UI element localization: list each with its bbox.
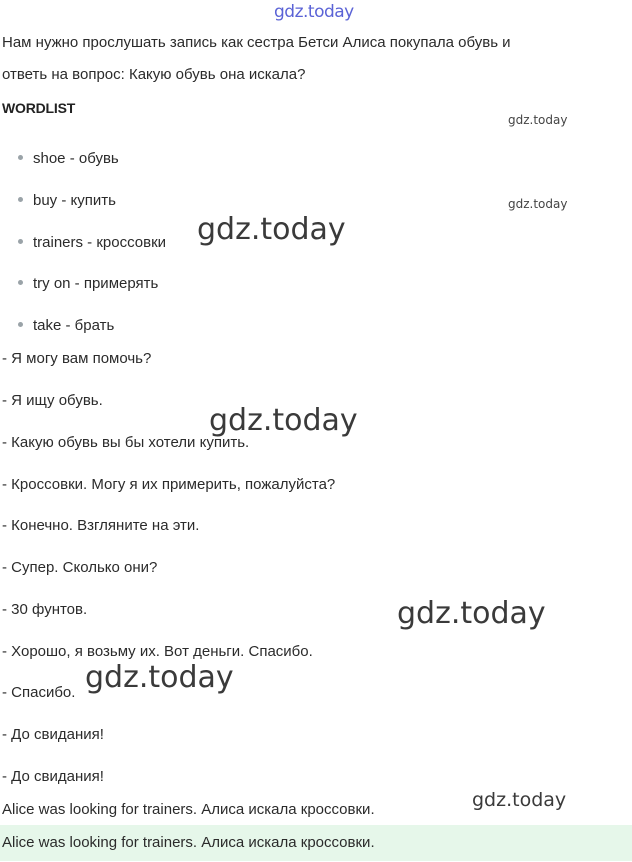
- watermark: gdz.today: [197, 212, 346, 247]
- watermark: gdz.today: [85, 660, 234, 695]
- watermark: gdz.today: [508, 113, 568, 127]
- dialogue-line: - До свидания!: [2, 768, 104, 785]
- site-logo[interactable]: gdz.today: [274, 2, 354, 22]
- answer-highlight-text: Alice was looking for trainers. Алиса искала кроссовки.: [2, 834, 375, 851]
- dialogue-line: - Конечно. Взгляните на эти.: [2, 517, 200, 534]
- wordlist-item: take - брать: [18, 317, 114, 334]
- wordlist-heading: WORDLIST: [2, 100, 76, 116]
- wordlist-item: buy - купить: [18, 192, 116, 209]
- wordlist-item: try on - примерять: [18, 275, 158, 292]
- wordlist-item: trainers - кроссовки: [18, 234, 166, 251]
- bullet-icon: [18, 280, 23, 285]
- dialogue-line: - Хорошо, я возьму их. Вот деньги. Спасибо.: [2, 643, 313, 660]
- dialogue-line: - Супер. Сколько они?: [2, 559, 158, 576]
- dialogue-line: - Я ищу обувь.: [2, 392, 103, 409]
- intro-line-1: Нам нужно прослушать запись как сестра Бетси Алиса покупала обувь и: [2, 34, 511, 51]
- dialogue-line: - До свидания!: [2, 726, 104, 743]
- watermark: gdz.today: [397, 596, 546, 631]
- watermark: gdz.today: [472, 789, 567, 811]
- dialogue-line: - Какую обувь вы бы хотели купить.: [2, 434, 250, 451]
- bullet-icon: [18, 322, 23, 327]
- bullet-icon: [18, 155, 23, 160]
- wordlist-item: shoe - обувь: [18, 150, 119, 167]
- bullet-icon: [18, 197, 23, 202]
- dialogue-line: - Спасибо.: [2, 684, 76, 701]
- bullet-icon: [18, 239, 23, 244]
- intro-line-2: ответь на вопрос: Какую обувь она искала?: [2, 66, 306, 83]
- watermark: gdz.today: [508, 197, 568, 211]
- dialogue-line: - Я могу вам помочь?: [2, 350, 152, 367]
- watermark: gdz.today: [209, 403, 358, 438]
- answer-line: Alice was looking for trainers. Алиса искала кроссовки.: [2, 801, 375, 818]
- dialogue-line: - Кроссовки. Могу я их примерить, пожалуйста?: [2, 476, 336, 493]
- dialogue-line: - 30 фунтов.: [2, 601, 88, 618]
